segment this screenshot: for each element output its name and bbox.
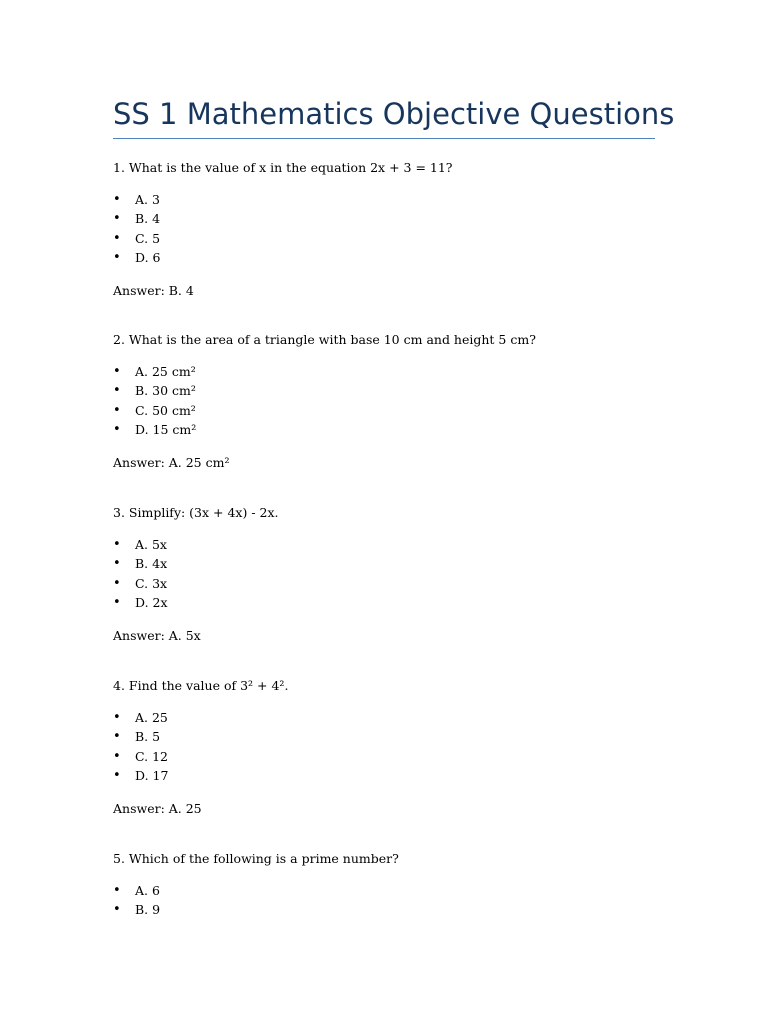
question-text: 3. Simplify: (3x + 4x) - 2x.	[113, 505, 279, 520]
answer-line: Answer: A. 25	[113, 800, 202, 816]
option-label: A. 6	[135, 883, 160, 898]
page-title: SS 1 Mathematics Objective Questions	[113, 97, 675, 131]
bullet-icon: •	[113, 192, 121, 207]
answer-line: Answer: B. 4	[113, 282, 194, 298]
option-item	[113, 747, 673, 766]
bullet-icon: •	[113, 422, 121, 438]
bullet-icon: •	[113, 729, 121, 745]
option-item	[113, 766, 673, 785]
bullet-icon: •	[113, 230, 121, 246]
option-label: D. 15 cm²	[135, 422, 197, 438]
options-list	[113, 881, 673, 920]
option-item	[113, 362, 673, 381]
question-block	[113, 676, 673, 819]
option-label: C. 50 cm²	[135, 402, 196, 418]
option-item	[113, 190, 673, 209]
bullet-icon: •	[113, 556, 121, 572]
option-label: D. 6	[135, 250, 161, 266]
option-label: B. 4x	[135, 556, 168, 572]
options-list	[113, 362, 673, 440]
bullet-icon: •	[113, 768, 121, 784]
option-label: A. 5x	[135, 537, 167, 552]
bullet-icon: •	[113, 595, 121, 611]
option-label: D. 17	[135, 768, 169, 784]
option-item	[113, 554, 673, 573]
question-block	[113, 503, 673, 646]
option-item	[113, 401, 673, 420]
option-label: A. 3	[135, 192, 160, 207]
option-item	[113, 535, 673, 554]
option-item	[113, 708, 673, 727]
option-item	[113, 229, 673, 248]
bullet-icon: •	[113, 902, 121, 918]
option-item	[113, 209, 673, 228]
options-list	[113, 535, 673, 613]
question-block	[113, 158, 673, 301]
question-block	[113, 849, 673, 920]
bullet-icon: •	[113, 537, 121, 552]
option-item	[113, 381, 673, 400]
title-underline	[113, 138, 655, 139]
option-label: B. 5	[135, 729, 161, 745]
option-label: B. 30 cm²	[135, 383, 196, 399]
question-text: 5. Which of the following is a prime number?	[113, 851, 399, 866]
option-label: A. 25	[135, 710, 168, 725]
option-item	[113, 593, 673, 612]
option-label: C. 5	[135, 230, 161, 246]
answer-line: Answer: A. 5x	[113, 627, 201, 643]
option-label: C. 3x	[135, 575, 168, 591]
bullet-icon: •	[113, 402, 121, 418]
option-item	[113, 881, 673, 900]
question-text: 2. What is the area of a triangle with base 10 cm and height 5 cm?	[113, 332, 536, 347]
option-label: B. 4	[135, 211, 161, 227]
option-item	[113, 420, 673, 439]
bullet-icon: •	[113, 883, 121, 898]
options-list	[113, 190, 673, 268]
question-text: 1. What is the value of x in the equation 2x + 3 = 11?	[113, 160, 453, 175]
bullet-icon: •	[113, 575, 121, 591]
bullet-icon: •	[113, 748, 121, 764]
option-item	[113, 900, 673, 919]
options-list	[113, 708, 673, 786]
bullet-icon: •	[113, 710, 121, 725]
bullet-icon: •	[113, 364, 121, 379]
option-item	[113, 574, 673, 593]
question-block	[113, 330, 673, 473]
bullet-icon: •	[113, 383, 121, 399]
bullet-icon: •	[113, 250, 121, 266]
question-text: 4. Find the value of 3² + 4².	[113, 678, 289, 693]
option-item	[113, 727, 673, 746]
option-label: D. 2x	[135, 595, 168, 611]
answer-line: Answer: A. 25 cm²	[113, 454, 230, 470]
option-label: B. 9	[135, 902, 161, 918]
option-label: C. 12	[135, 748, 168, 764]
option-item	[113, 248, 673, 267]
bullet-icon: •	[113, 211, 121, 227]
option-label: A. 25 cm²	[135, 364, 196, 379]
